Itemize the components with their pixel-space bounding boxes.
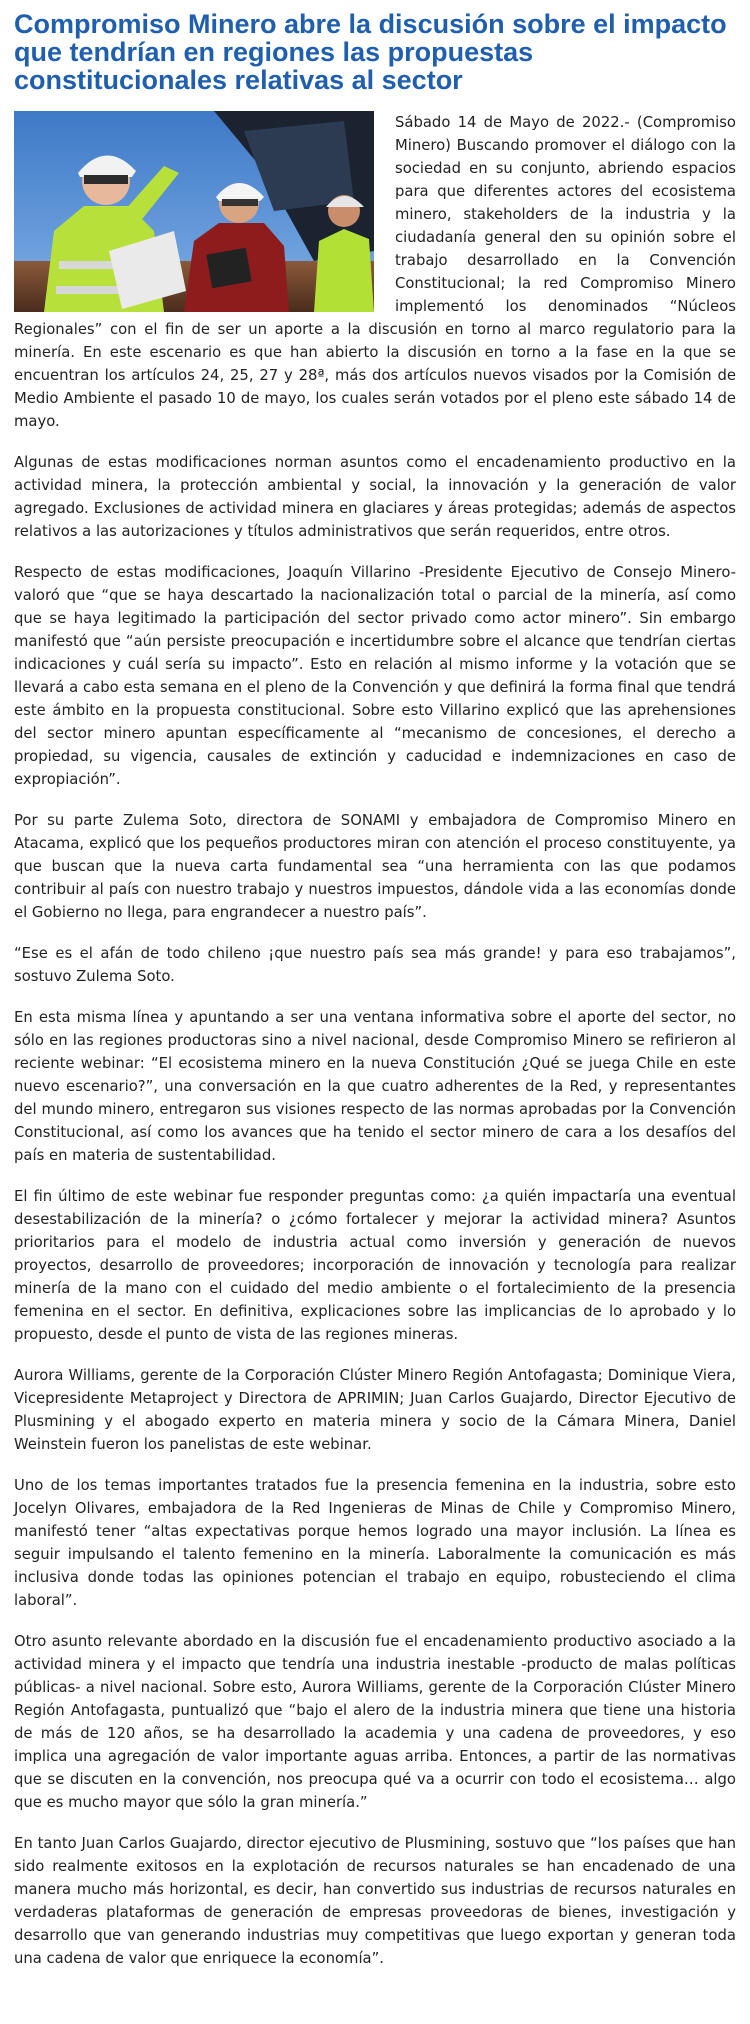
- miners-photo: [14, 111, 374, 312]
- article-body: [14, 111, 736, 1970]
- paragraph: Otro asunto relevante abordado en la discusión fue el encadenamiento productivo asociado a la actividad minera y el impacto que tendría una industria inestable -producto de malas políticas públicas- a nivel nacional. Sobre esto, Aurora Williams, gerente de la Corporación Clúster Minero Región Antofagasta, puntualizó que “bajo el alero de la industria minera que tiene una historia de más de 120 años, se ha desarrollado la academia y una cadena de proveedores, y eso implica una agregación de valor importante aguas arriba. Entonces, a partir de las normativas que se discuten en la convención, nos preocupa qué va a ocurrir con todo el ecosistema… algo que es mucho mayor que sólo la gran minería.”: [14, 1633, 736, 1811]
- paragraph: Por su parte Zulema Soto, directora de SONAMI y embajadora de Compromiso Minero en Atacama, explicó que los pequeños productores miran con atención el proceso constituyente, ya que buscan que la nueva carta fundamental sea “una herramienta con las que podamos contribuir al país con nuestro trabajo y nuestros impuestos, dándole vida a las economías donde el Gobierno no llega, para engrandecer a nuestro país”.: [14, 812, 736, 921]
- paragraph: Algunas de estas modificaciones norman asuntos como el encadenamiento productivo en la actividad minera, la protección ambiental y social, la innovación y la generación de valor agregado. Exclusiones de actividad minera en glaciares y áreas protegidas; además de aspectos relativos a las autorizaciones y títulos administrativos que serán requeridos, entre otros.: [14, 454, 736, 540]
- paragraph: Sábado 14 de Mayo de 2022.- (Compromiso Minero) Buscando promover el diálogo con la sociedad en su conjunto, abriendo espacios para que diferentes actores del ecosistema minero, stakeholders de la industria y la ciudadanía general den su opinión sobre el trabajo desarrollado en la Convención Constitucional; la red Compromiso Minero implementó los denominados “Núcleos Regionales” con el fin de ser un aporte a la discusión en torno al marco regulatorio para la minería. En este escenario es que han abierto la discusión en torno a la fase en la que se encuentran los artículos 24, 25, 27 y 28ª, más dos artículos nuevos visados por la Comisión de Medio Ambiente el pasado 10 de mayo, los cuales serán votados por el pleno este sábado 14 de mayo.: [14, 114, 736, 430]
- article-title: Compromiso Minero abre la discusión sobre el impacto que tendrían en regiones las propuestas constitucionales relativas al sector: [14, 9, 727, 95]
- paragraph: Aurora Williams, gerente de la Corporación Clúster Minero Región Antofagasta; Dominique Viera, Vicepresidente Metaproject y Directora de APRIMIN; Juan Carlos Guajardo, Director Ejecutivo de Plusmining y el abogado experto en materia minera y socio de la Cámara Minera, Daniel Weinstein fueron los panelistas de este webinar.: [14, 1367, 736, 1453]
- paragraph: En esta misma línea y apuntando a ser una ventana informativa sobre el aporte del sector, no sólo en las regiones productoras sino a nivel nacional, desde Compromiso Minero se refirieron al reciente webinar: “El ecosistema minero en la nueva Constitución ¿Qué se juega Chile en este nuevo escenario?”, una conversación en la que cuatro adherentes de la Red, y representantes del mundo minero, entregaron sus visiones respecto de las normas aprobadas por la Convención Constitucional, así como los avances que ha tenido el sector minero de cara a los desafíos del país en materia de sustentabilidad.: [14, 1009, 736, 1164]
- paragraph: Uno de los temas importantes tratados fue la presencia femenina en la industria, sobre esto Jocelyn Olivares, embajadora de la Red Ingenieras de Minas de Chile y Compromiso Minero, manifestó tener “altas expectativas porque hemos logrado una mayor inclusión. La línea es seguir impulsando el talento femenino en la minería. Laboralmente la comunicación es más inclusiva donde todas las opiniones potencian el trabajo en equipo, robusteciendo el clima laboral”.: [14, 1477, 736, 1609]
- paragraph: En tanto Juan Carlos Guajardo, director ejecutivo de Plusmining, sostuvo que “los países que han sido realmente exitosos en la explotación de recursos naturales se han encadenado de una manera mucho más horizontal, es decir, han convertido sus industrias de recursos naturales en verdaderas plataformas de generación de empresas proveedoras de bienes, investigación y desarrollo que van generando industrias muy competitivas que luego exportan y generan toda una cadena de valor que enriquece la economía”.: [14, 1835, 736, 1967]
- paragraph: El fin último de este webinar fue responder preguntas como: ¿a quién impactaría una eventual desestabilización de la minería? o ¿cómo fortalecer y mejorar la actividad minera? Asuntos prioritarios para el modelo de industria actual como inversión y generación de nuevos proyectos, desarrollo de proveedores; incorporación de innovación y tecnología para realizar minería de la mano con el cuidado del medio ambiente o el fortalecimiento de la presencia femenina en el sector. En definitiva, explicaciones sobre las implicancias de lo aprobado y lo propuesto, desde el punto de vista de las regiones mineras.: [14, 1188, 736, 1343]
- paragraph: Respecto de estas modificaciones, Joaquín Villarino -Presidente Ejecutivo de Consejo Minero- valoró que “que se haya descartado la nacionalización total o parcial de la minería, así como que se haya legitimado la participación del sector privado como actor minero”. Sin embargo manifestó que “aún persiste preocupación e incertidumbre sobre el alcance que tendrían ciertas indicaciones y cuál sería su impacto”. Esto en relación al mismo informe y la votación que se llevará a cabo esta semana en el pleno de la Convención y que definirá la forma final que tendrá este ámbito en la propuesta constitucional. Sobre esto Villarino explicó que las aprehensiones del sector minero apuntan específicamente al “mecanismo de concesiones, el derecho a propiedad, su vigencia, causales de extinción y caducidad e indemnizaciones en caso de expropiación”.: [14, 564, 736, 788]
- paragraph: “Ese es el afán de todo chileno ¡que nuestro país sea más grande! y para eso trabajamos”, sostuvo Zulema Soto.: [14, 945, 736, 985]
